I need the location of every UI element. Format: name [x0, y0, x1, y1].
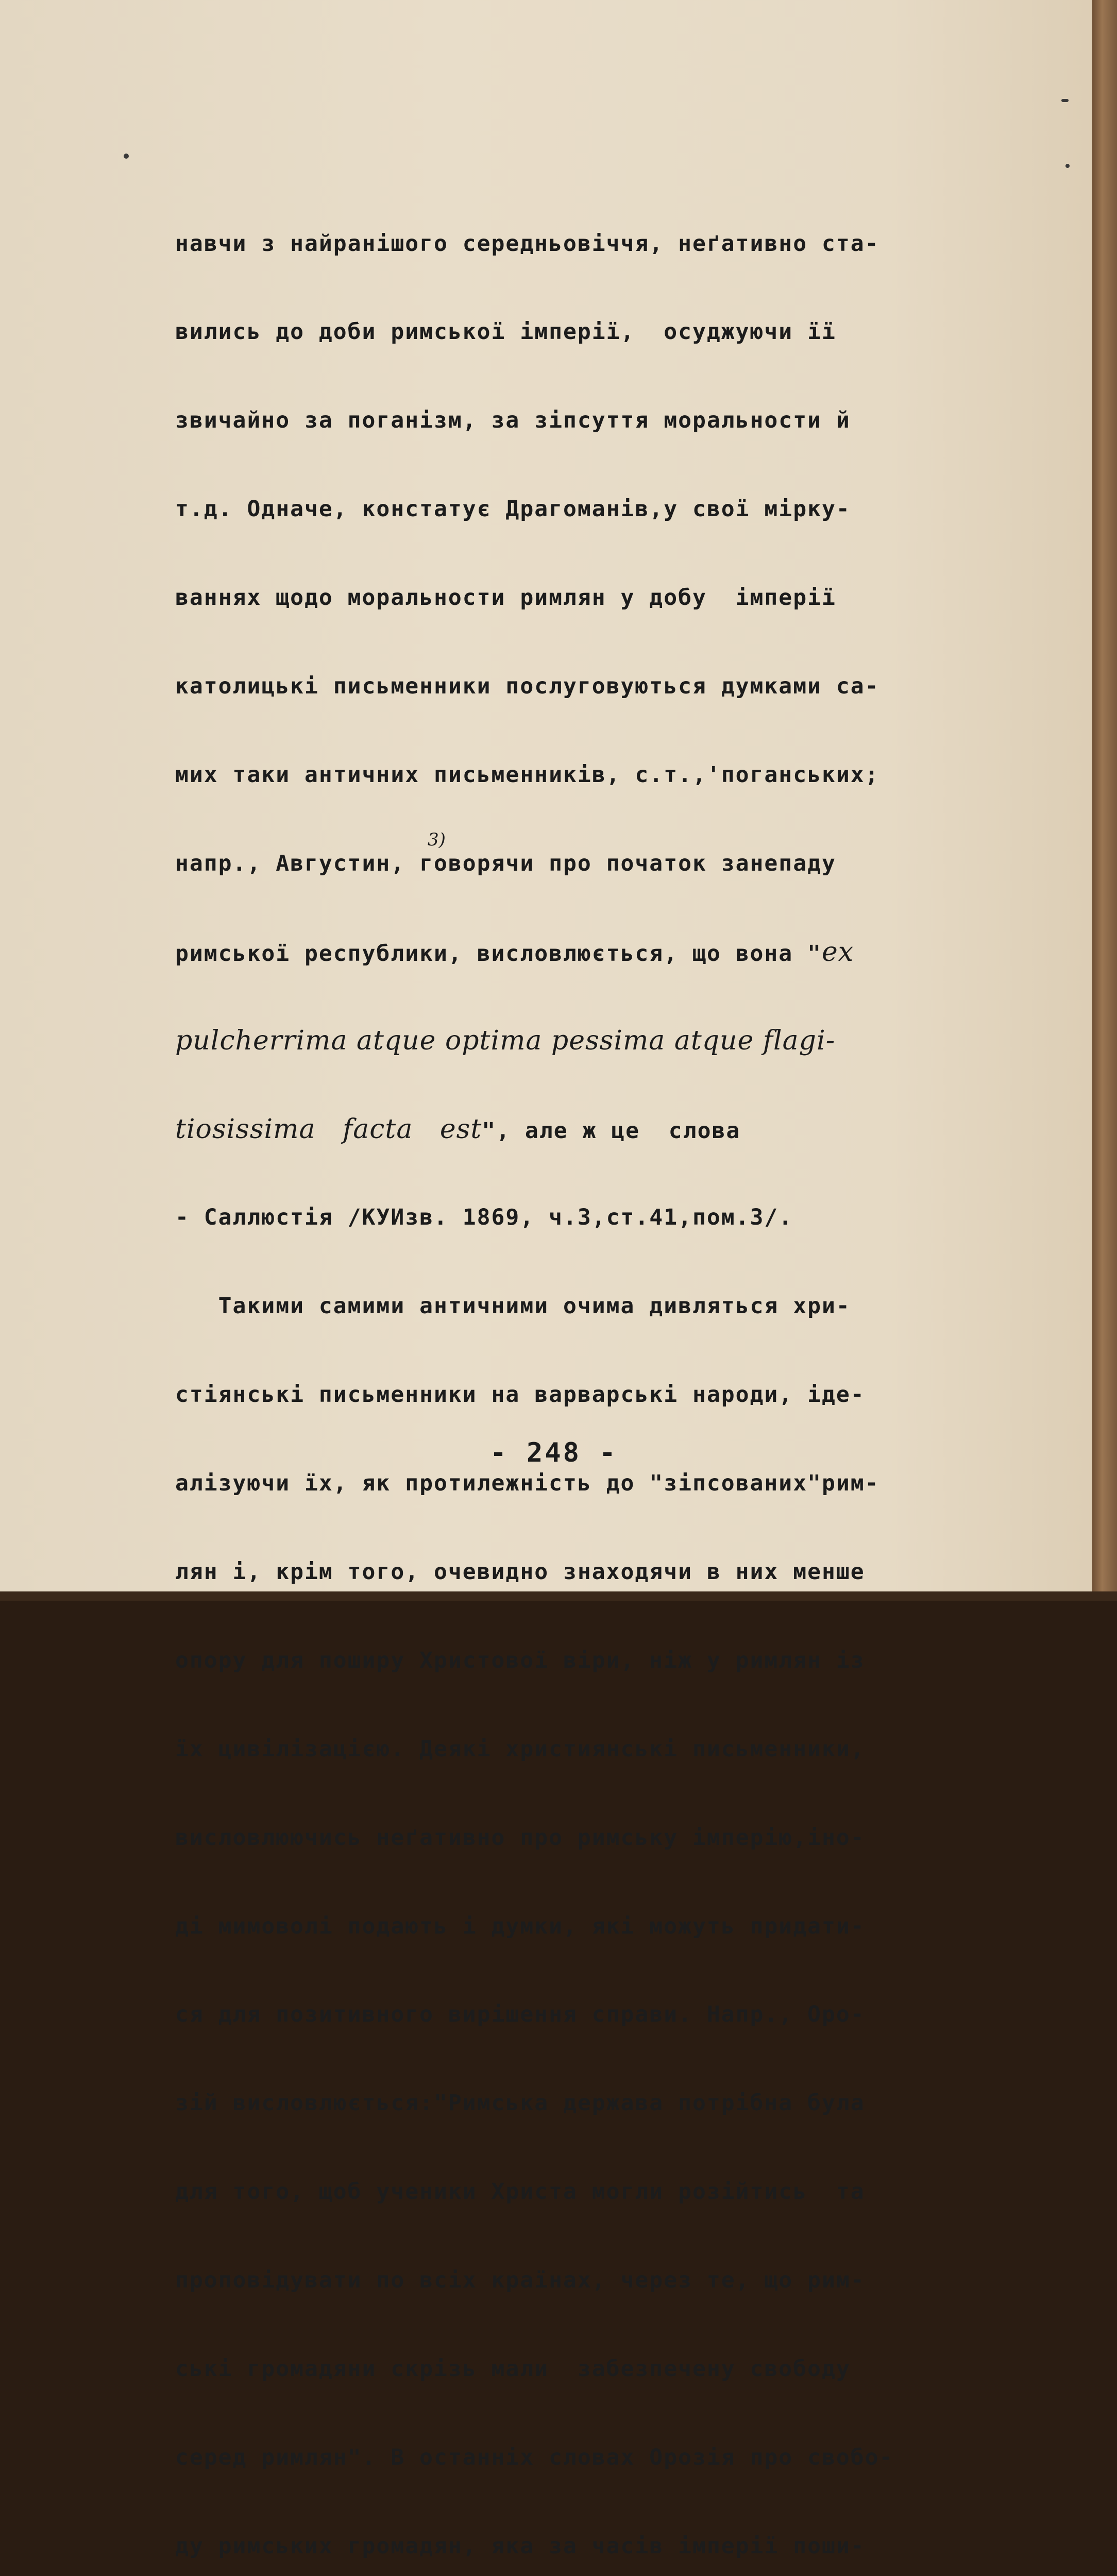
text-line: серед римлян". В останніх словах Орозія про свобо- — [175, 2443, 1030, 2472]
text-line: т.д. Одначе, констатує Драгоманів,у свої мірку- — [175, 495, 1030, 524]
text-line: напр., Августин, говорячи про початок занепаду — [175, 849, 1030, 878]
text-line: ваннях щодо моральности римлян у добу імперії — [175, 583, 1030, 613]
handwritten-latin: tiosissima facta est — [175, 1114, 482, 1145]
text-line: проповідувати по всіх країнах, через те, що рим- — [175, 2266, 1030, 2295]
text-line: ду римських громадян, яка за часів імперії поши- — [175, 2532, 1030, 2561]
typed-text-body — [175, 170, 1030, 2576]
page-number: - 248 - — [0, 1437, 1108, 1468]
text-line: Такими самими античними очима дивляться хри- — [175, 1292, 1030, 1321]
text-line: - Саллюстія /КУИзв. 1869, ч.3,ст.41,пом.3/. — [175, 1203, 1030, 1232]
text-line: вились до доби римської імперії, осуджуючи її — [175, 317, 1030, 347]
text-line: мих таки античних письменників, с.т.,'поганських; — [175, 760, 1030, 790]
book-spine-edge — [1092, 0, 1117, 1601]
text-line: ські громадяни скрізь мали забезпечену свободу — [175, 2354, 1030, 2384]
text-line: лян і, крім того, очевидно знаходячи в них менше — [175, 1557, 1030, 1587]
text-line-typed: ", але ж це слова — [482, 1118, 740, 1144]
text-line — [175, 1115, 1030, 1144]
handwritten-latin: ex — [822, 937, 854, 968]
text-line: алізуючи їх, як протилежність до "зіпсованих"рим- — [175, 1469, 1030, 1498]
text-line — [175, 938, 1030, 967]
text-line: опору для поширу Христової віри, ніж у римлян із — [175, 1646, 1030, 1675]
margin-speck — [1061, 99, 1069, 102]
text-line: звичайно за поганізм, за зіпсуття моральности й — [175, 406, 1030, 435]
text-line: для того, щоб ученики Христа могли розійтись та — [175, 2177, 1030, 2207]
text-line: ді мимоволі подають і думки, які можуть придати- — [175, 1912, 1030, 1941]
margin-speck — [124, 154, 129, 159]
handwritten-latin-line: pulcherrima atque optima pessima atque flagi- — [175, 1026, 1030, 1056]
text-line-typed: римської республики, висловлюється, що вона " — [175, 941, 822, 967]
page-bottom-edge — [0, 1591, 1117, 1601]
footnote-mark: 3) — [428, 829, 446, 850]
margin-speck — [1065, 164, 1070, 168]
text-line: ся для позитивного вирішення справи. Напр., Оро- — [175, 2000, 1030, 2029]
text-line: навчи з найранішого середньовіччя, неґативно ста- — [175, 229, 1030, 259]
text-line: зій висловлюється:"Римська держава потрібна була — [175, 2089, 1030, 2118]
text-line: висловлюючись неґативно про римську імперію,іно- — [175, 1823, 1030, 1853]
text-line: католицькі письменники послуговуються думками са- — [175, 672, 1030, 701]
text-line: стіянські письменники на варварські народи, іде- — [175, 1380, 1030, 1410]
text-line: їх цивілізацією. Деякі християнські письменники, — [175, 1735, 1030, 1764]
